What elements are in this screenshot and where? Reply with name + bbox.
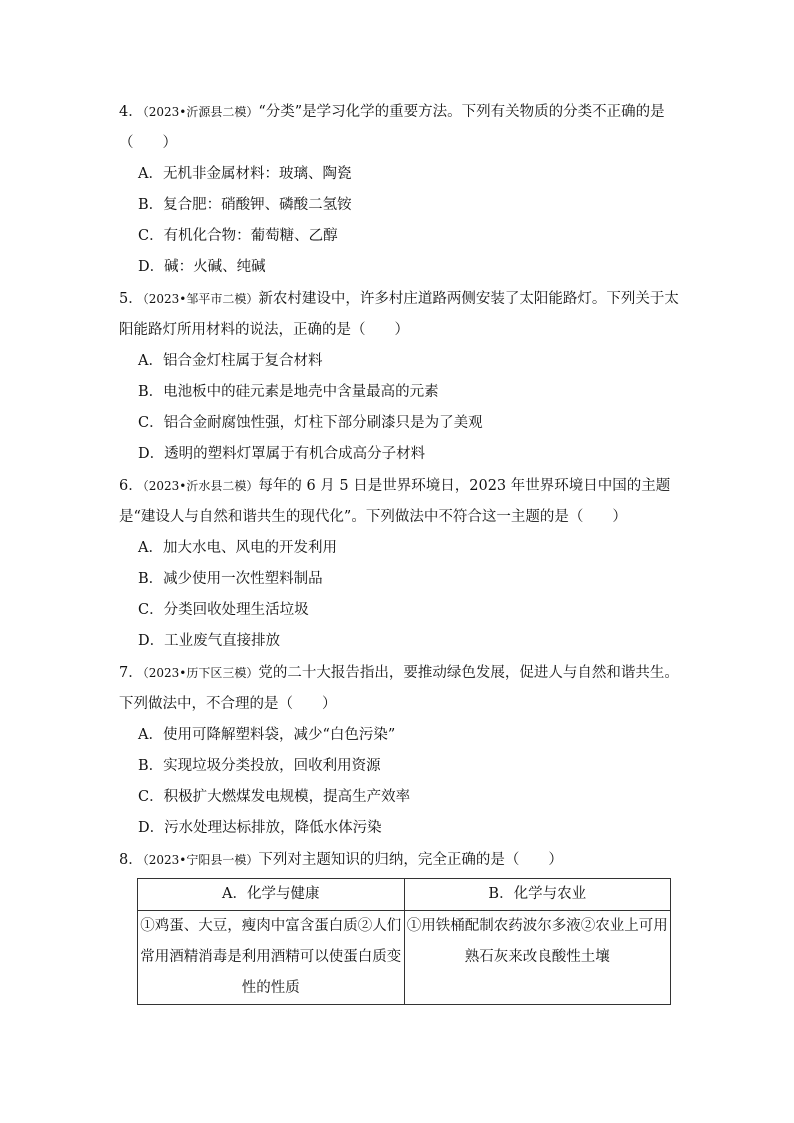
option-c: C．铝合金耐腐蚀性强，灯柱下部分刷漆只是为了美观 <box>138 415 483 431</box>
question-5 <box>119 284 679 470</box>
question-text: 下列对主题知识的归纳，完全正确的是（ ） <box>258 852 563 868</box>
question-number: 4． <box>119 104 143 120</box>
topic-table <box>137 878 671 1005</box>
question-number: 6． <box>119 478 143 494</box>
option-d: D．透明的塑料灯罩属于有机合成高分子材料 <box>138 446 426 462</box>
question-text: 新农村建设中，许多村庄道路两侧安装了太阳能路灯。下列关于太阳能路灯所用材料的说法，正确的是（ ） <box>119 291 679 338</box>
option-c: C．积极扩大燃煤发电规模，提高生产效率 <box>138 789 411 805</box>
question-source: （2023•邹平市二模） <box>142 292 259 306</box>
option-c: C．分类回收处理生活垃圾 <box>138 602 309 618</box>
question-number: 8． <box>119 852 143 868</box>
option-b: B．实现垃圾分类投放，回收利用资源 <box>138 758 381 774</box>
option-b: B．减少使用一次性塑料制品 <box>138 571 323 587</box>
question-7 <box>119 658 679 844</box>
option-a: A．使用可降解塑料袋，减少“白色污染” <box>138 727 396 743</box>
question-source: （2023•历下区三模） <box>142 666 259 680</box>
option-d: D．工业废气直接排放 <box>138 633 281 649</box>
table-cell: ①鸡蛋、大豆，瘦肉中富含蛋白质②人们常用酒精消毒是利用酒精可以使蛋白质变性的性质 <box>138 911 405 1005</box>
question-text: 每年的 6 月 5 日是世界环境日，2023 年世界环境日中国的主题是“建设人与自然和谐共生的现代化”。下列做法中不符合这一主题的是（ ） <box>119 478 671 525</box>
question-number: 7． <box>119 665 143 681</box>
question-number: 5． <box>119 291 143 307</box>
option-a: A．铝合金灯柱属于复合材料 <box>138 353 323 369</box>
option-a: A．无机非金属材料：玻璃、陶瓷 <box>138 166 352 182</box>
table-cell: ①用铁桶配制农药波尔多液②农业上可用熟石灰来改良酸性土壤 <box>404 911 671 1005</box>
question-stem <box>119 97 679 159</box>
option-b: B．电池板中的硅元素是地壳中含量最高的元素 <box>138 384 439 400</box>
question-4 <box>119 97 679 283</box>
table-row <box>138 911 671 1005</box>
question-stem <box>119 471 679 533</box>
table-header: B．化学与农业 <box>404 879 671 911</box>
question-source: （2023•宁阳县一模） <box>142 853 259 867</box>
question-stem <box>119 284 679 346</box>
option-d: D．碱：火碱、纯碱 <box>138 259 266 275</box>
option-d: D．污水处理达标排放，降低水体污染 <box>138 820 382 836</box>
question-text: “分类”是学习化学的重要方法。下列有关物质的分类不正确的是（ ） <box>119 104 665 151</box>
question-stem <box>119 845 679 876</box>
table-header: A．化学与健康 <box>138 879 405 911</box>
question-8 <box>119 845 679 876</box>
question-stem <box>119 658 679 720</box>
table-header-row <box>138 879 671 911</box>
option-c: C．有机化合物：葡萄糖、乙醇 <box>138 228 338 244</box>
question-text: 党的二十大报告指出，要推动绿色发展，促进人与自然和谐共生。下列做法中，不合理的是（ ） <box>119 665 679 712</box>
question-source: （2023•沂水县二模） <box>142 479 259 493</box>
option-a: A．加大水电、风电的开发利用 <box>138 540 337 556</box>
question-6 <box>119 471 679 657</box>
option-b: B．复合肥：硝酸钾、磷酸二氢铵 <box>138 197 352 213</box>
question-source: （2023•沂源县二模） <box>142 105 259 119</box>
